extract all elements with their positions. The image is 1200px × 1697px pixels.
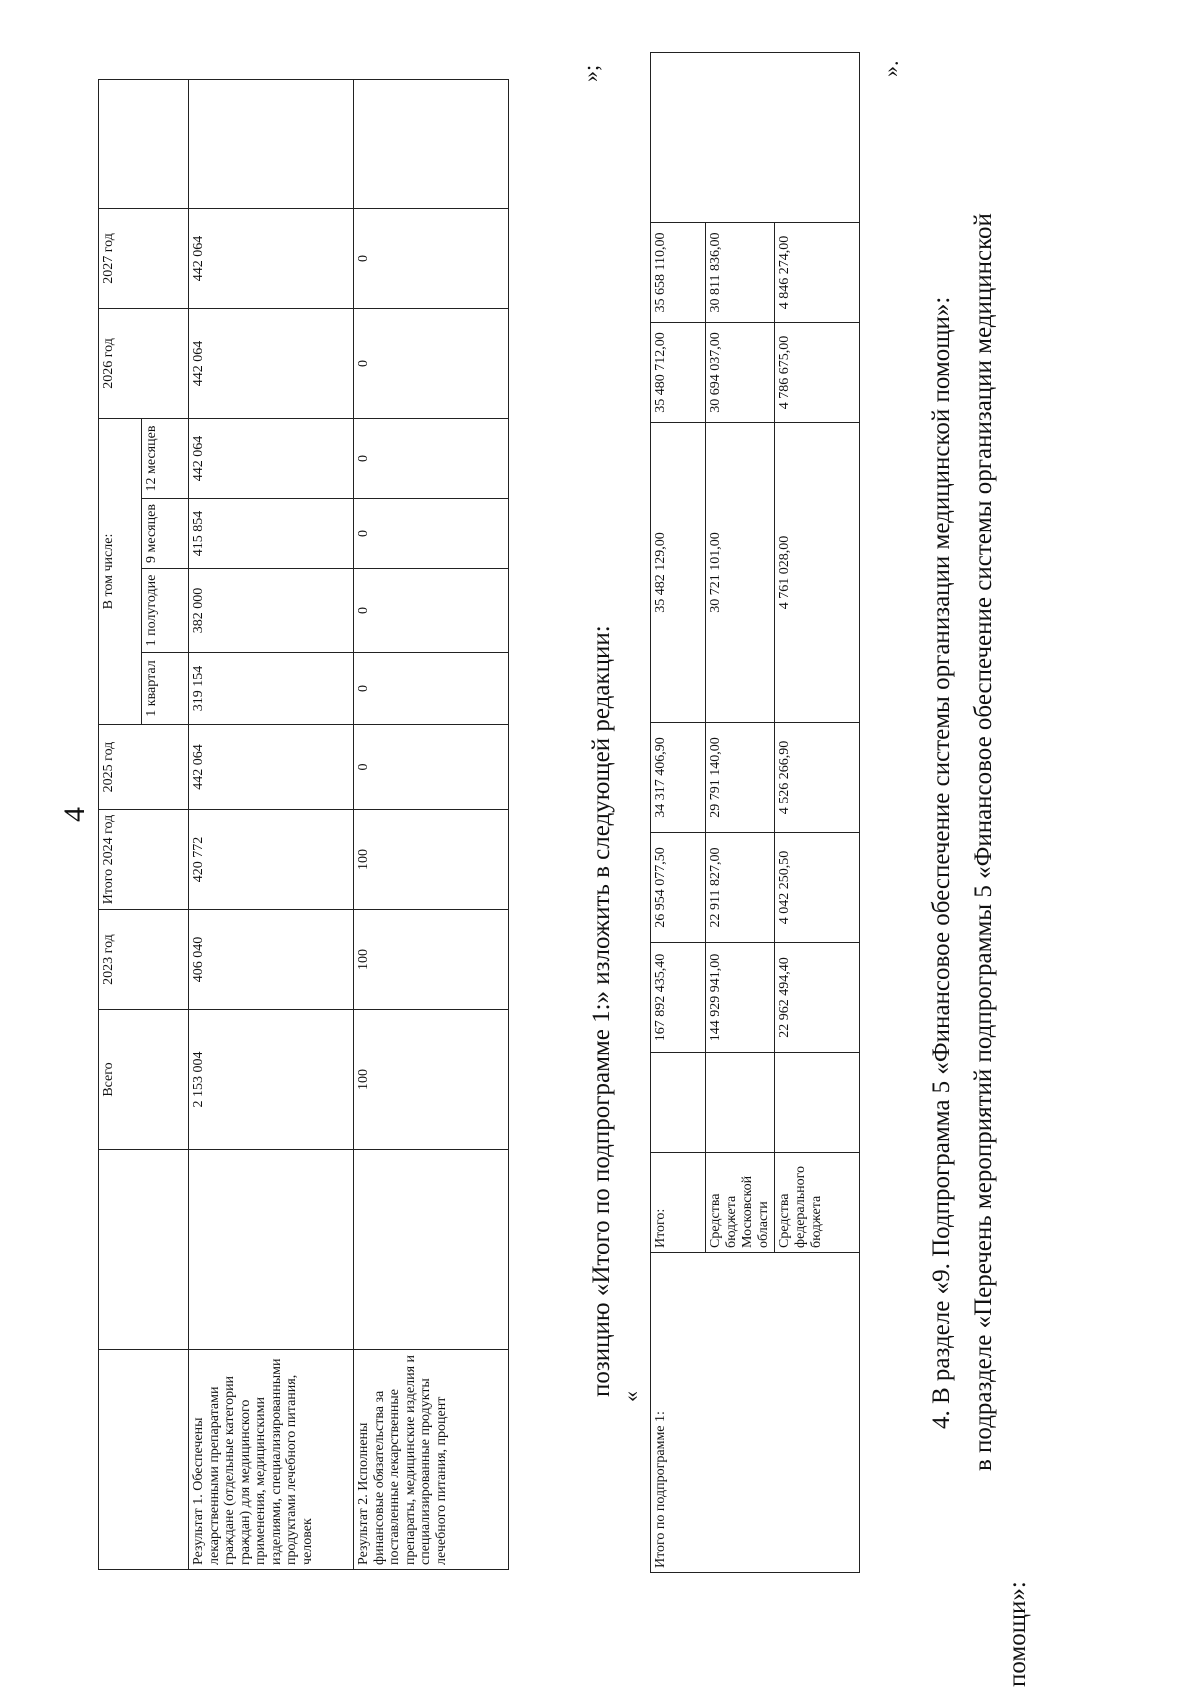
- result-2-q1: 0: [354, 653, 509, 725]
- result-1-2025: 442 064: [189, 725, 354, 810]
- itogo-2023: 26 954 077,50: [651, 833, 706, 943]
- result-2-12m: 0: [354, 418, 509, 498]
- results-row-1: [189, 79, 354, 1569]
- header-2025: 2025 год: [99, 725, 189, 810]
- results-header-row: [99, 79, 142, 1569]
- result-2-2026: 0: [354, 308, 509, 418]
- federal-2023: 4 042 250,50: [775, 833, 860, 943]
- result-1-12m: 442 064: [189, 418, 354, 498]
- result-2-9m: 0: [354, 499, 509, 569]
- financing-row-itogo: [651, 53, 706, 1573]
- result-1-2023: 406 040: [189, 910, 354, 1010]
- source-federal-budget: Средства федерального бюджета: [775, 1153, 860, 1253]
- quote-close-1: »;: [578, 64, 603, 82]
- header-2026: 2026 год: [99, 308, 189, 418]
- result-1-9m: 415 854: [189, 499, 354, 569]
- header-q1: 1 квартал: [142, 653, 189, 725]
- quote-open: «: [618, 1391, 643, 1402]
- federal-2025: 4 761 028,00: [775, 423, 860, 723]
- subsection-line-2: помощи»:: [1004, 1581, 1031, 1687]
- header-2027: 2027 год: [99, 208, 189, 308]
- result-1-total: 2 153 004: [189, 1010, 354, 1150]
- mo-2023: 22 911 827,00: [706, 833, 775, 943]
- itogo-total: 167 892 435,40: [651, 943, 706, 1053]
- result-2-2023: 100: [354, 910, 509, 1010]
- mo-total: 144 929 941,00: [706, 943, 775, 1053]
- page-number: 4: [58, 807, 91, 822]
- result-2-h1: 0: [354, 569, 509, 653]
- result-2-2025: 0: [354, 725, 509, 810]
- result-1-text: Результат 1. Обеспечены лекарственными препаратами граждане (отдельные категории граждан) для медицинского применения, медицинскими изделиями, специализированными продуктами лечебного питания, человек: [189, 1350, 354, 1570]
- header-12m: 12 месяцев: [142, 418, 189, 498]
- subsection-line-1: в подразделе «Перечень мероприятий подпрограммы 5 «Финансовое обеспечение системы организации медицинской: [970, 213, 997, 1471]
- federal-2026: 4 786 675,00: [775, 323, 860, 423]
- result-2-total: 100: [354, 1010, 509, 1150]
- result-1-h1: 382 000: [189, 569, 354, 653]
- mo-2024: 29 791 140,00: [706, 723, 775, 833]
- header-2023: 2023 год: [99, 910, 189, 1010]
- itogo-2024: 34 317 406,90: [651, 723, 706, 833]
- result-1-2027: 442 064: [189, 208, 354, 308]
- result-2-text: Результат 2. Исполнены финансовые обязательства за поставленные лекарственные препараты, медицинские изделия и специализированные продукты лечебного питания, процент: [354, 1350, 509, 1570]
- source-itogo: Итого:: [651, 1153, 706, 1253]
- federal-2024: 4 526 266,90: [775, 723, 860, 833]
- federal-total: 22 962 494,40: [775, 943, 860, 1053]
- quote-close-2: ».: [878, 60, 903, 77]
- federal-2027: 4 846 274,00: [775, 223, 860, 323]
- header-9m: 9 месяцев: [142, 499, 189, 569]
- mo-2027: 30 811 836,00: [706, 223, 775, 323]
- position-instruction: позицию «Итого по подпрограмме 1:» изложить в следующей редакции:: [588, 625, 615, 1397]
- header-itogo-2024: Итого 2024 год: [99, 810, 189, 910]
- mo-2025: 30 721 101,00: [706, 423, 775, 723]
- result-1-2024: 420 772: [189, 810, 354, 910]
- mo-2026: 30 694 037,00: [706, 323, 775, 423]
- header-in-that: В том числе:: [99, 418, 142, 724]
- financing-label: Итого по подпрограмме 1:: [651, 1253, 860, 1573]
- header-total: Всего: [99, 1010, 189, 1150]
- result-2-2024: 100: [354, 810, 509, 910]
- item-4-heading: 4. В разделе «9. Подпрограмма 5 «Финансовое обеспечение системы организации медицинской помощи»:: [928, 296, 955, 1429]
- itogo-2027: 35 658 110,00: [651, 223, 706, 323]
- result-2-2027: 0: [354, 208, 509, 308]
- results-table: [98, 79, 509, 1570]
- result-1-2026: 442 064: [189, 308, 354, 418]
- results-row-2: [354, 79, 509, 1569]
- source-mo-budget: Средства бюджета Московской области: [706, 1153, 775, 1253]
- header-h1: 1 полугодие: [142, 569, 189, 653]
- itogo-2026: 35 480 712,00: [651, 323, 706, 423]
- financing-table: [650, 52, 860, 1573]
- result-1-q1: 319 154: [189, 653, 354, 725]
- itogo-2025: 35 482 129,00: [651, 423, 706, 723]
